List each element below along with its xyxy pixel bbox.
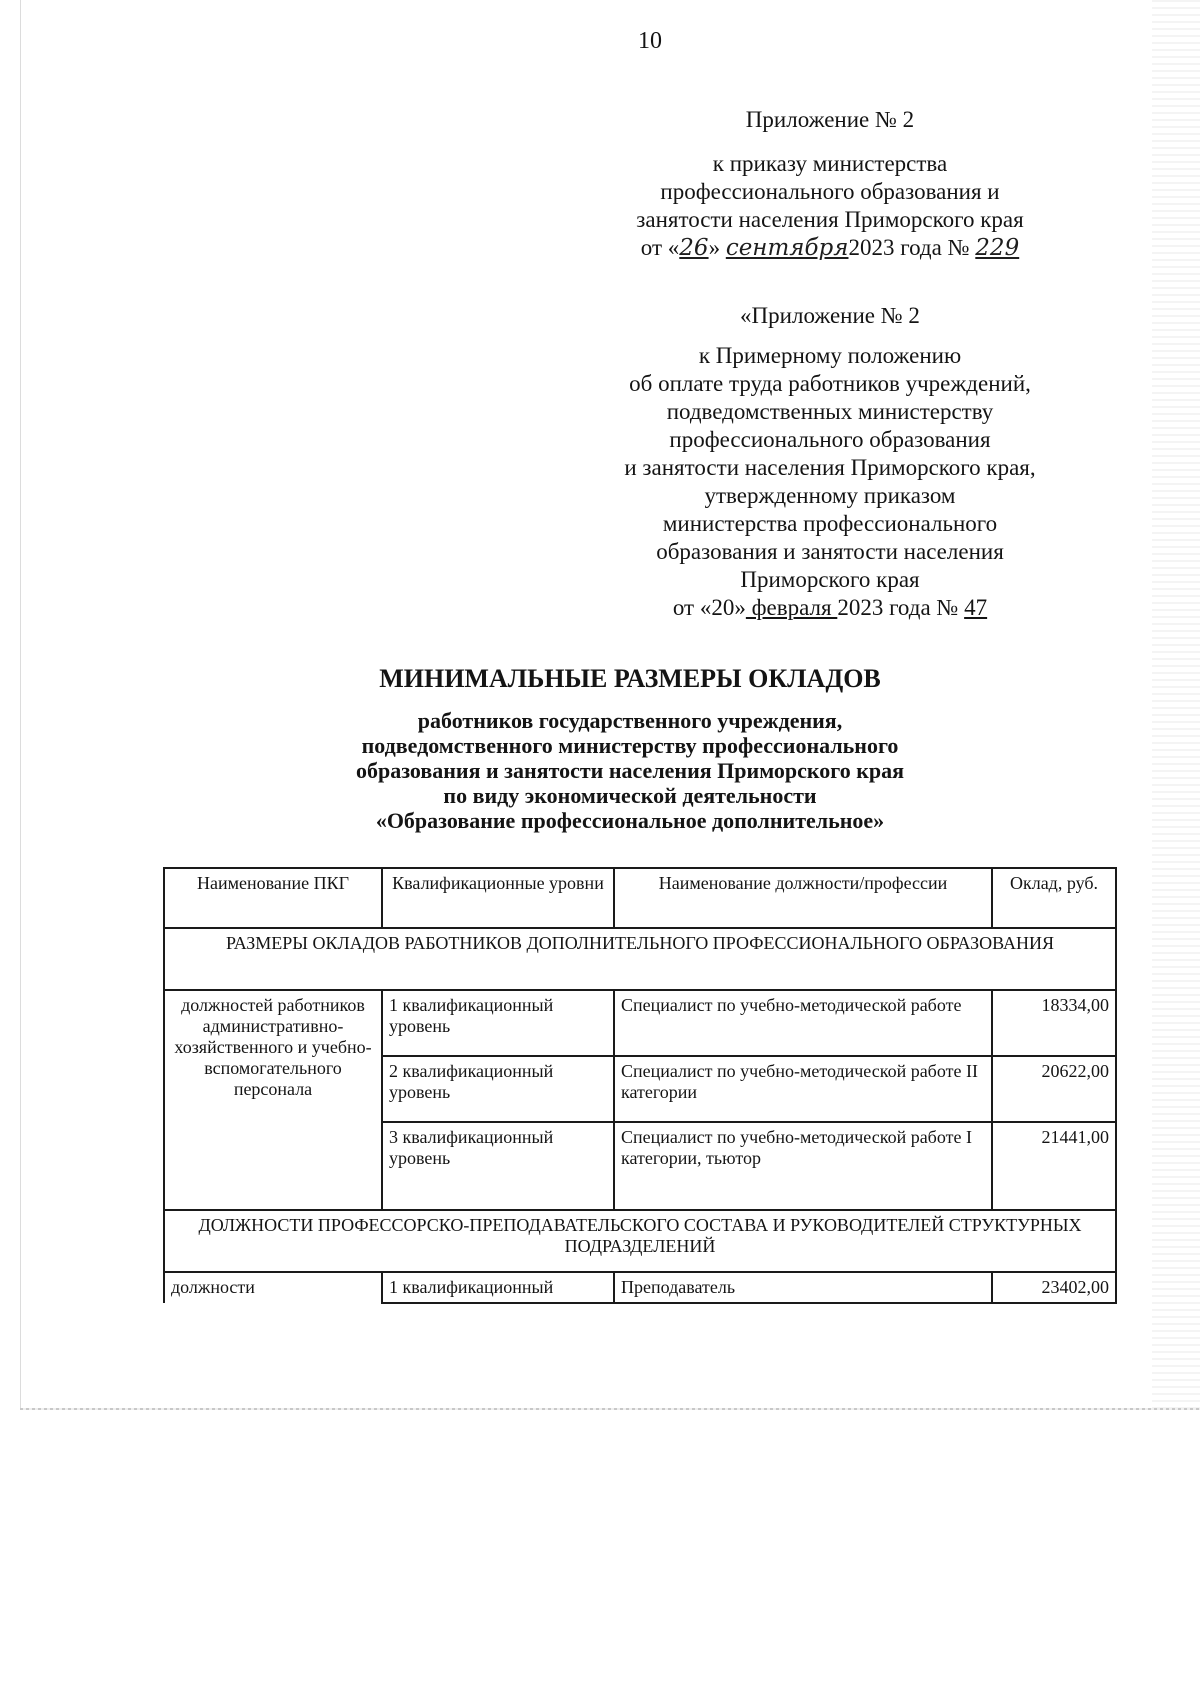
quoted-line: к Примерному положению: [698, 343, 962, 368]
section-row: [164, 1210, 1116, 1272]
quoted-line: министерства профессионального: [662, 511, 998, 536]
quoted-line: и занятости населения Приморского края,: [624, 455, 1036, 480]
position-cell: Специалист по учебно-методической работе II категории: [614, 1056, 992, 1122]
salary-cell: 23402,00: [992, 1272, 1116, 1303]
quoted-line: образования и занятости населения: [656, 539, 1004, 564]
table-row: [164, 990, 1116, 1056]
appendix-line: к приказу министерства: [712, 151, 948, 176]
subtitle-line: по виду экономической деятельности: [443, 783, 817, 808]
page-bottom-edge: [20, 1408, 1200, 1410]
appendix-title: Приложение № 2: [745, 107, 915, 132]
quoted-line: об оплате труда работников учреждений,: [629, 371, 1031, 396]
subtitle-line: «Образование профессиональное дополнительное»: [375, 808, 885, 833]
quoted-line: подведомственных министерству: [666, 399, 994, 424]
level-cell: 1 квалификационный уровень: [382, 990, 614, 1056]
header-levels: Квалификационные уровни: [382, 868, 614, 928]
salary-cell: 18334,00: [992, 990, 1116, 1056]
subtitle-line: образования и занятости населения Приморского края: [355, 758, 905, 783]
quoted-appendix-block: [560, 302, 1100, 622]
section-row: [164, 928, 1116, 990]
table-row: [164, 1272, 1116, 1303]
position-cell: Специалист по учебно-методической работе I категории, тьютор: [614, 1122, 992, 1210]
salary-cell: 20622,00: [992, 1056, 1116, 1122]
pkg-group-cell: должности: [164, 1272, 382, 1303]
subtitle-line: работников государственного учреждения,: [417, 708, 843, 733]
quoted-line: утвержденному приказом: [704, 483, 956, 508]
handwritten-month: сентября: [725, 235, 849, 261]
handwritten-number: 229: [975, 235, 1020, 261]
section-title: РАЗМЕРЫ ОКЛАДОВ РАБОТНИКОВ ДОПОЛНИТЕЛЬНОГО ПРОФЕССИОНАЛЬНОГО ОБРАЗОВАНИЯ: [164, 928, 1116, 990]
salary-cell: 21441,00: [992, 1122, 1116, 1210]
quoted-line: Приморского края: [740, 567, 920, 592]
pkg-group-cell: должностей работников административно-хозяйственного и учебно-вспомогательного персонала: [164, 990, 382, 1210]
level-cell: 3 квалификационный уровень: [382, 1122, 614, 1210]
document-title: МИНИМАЛЬНЫЕ РАЗМЕРЫ ОКЛАДОВ: [379, 664, 881, 693]
header-salary: Оклад, руб.: [992, 868, 1116, 928]
level-cell: 2 квалификационный уровень: [382, 1056, 614, 1122]
subtitle-line: подведомственного министерству профессионального: [361, 733, 899, 758]
quoted-date: от «20» февраля 2023 года № 47: [672, 595, 988, 620]
document-subtitle: [190, 708, 1070, 833]
quoted-line: профессионального образования: [669, 427, 991, 452]
quoted-appendix-title: «Приложение № 2: [740, 303, 920, 328]
page-number: 10: [638, 28, 662, 54]
appendix-block: [560, 106, 1100, 262]
section-title: ДОЛЖНОСТИ ПРОФЕССОРСКО-ПРЕПОДАВАТЕЛЬСКОГО СОСТАВА И РУКОВОДИТЕЛЕЙ СТРУКТУРНЫХ ПОДРАЗДЕЛЕНИЙ: [164, 1210, 1116, 1272]
header-position: Наименование должности/профессии: [614, 868, 992, 928]
appendix-date: от «26» сентября2023 года № 229: [640, 235, 1020, 261]
scan-edge-noise: [1152, 0, 1200, 1410]
level-cell: 1 квалификационный: [382, 1272, 614, 1303]
position-cell: Преподаватель: [614, 1272, 992, 1303]
appendix-line: занятости населения Приморского края: [636, 207, 1024, 232]
handwritten-day: 26: [679, 235, 709, 261]
position-cell: Специалист по учебно-методической работе: [614, 990, 992, 1056]
header-pkg: Наименование ПКГ: [164, 868, 382, 928]
table-header-row: [164, 868, 1116, 928]
appendix-line: профессионального образования и: [660, 179, 1000, 204]
salary-table: [163, 867, 1117, 1304]
